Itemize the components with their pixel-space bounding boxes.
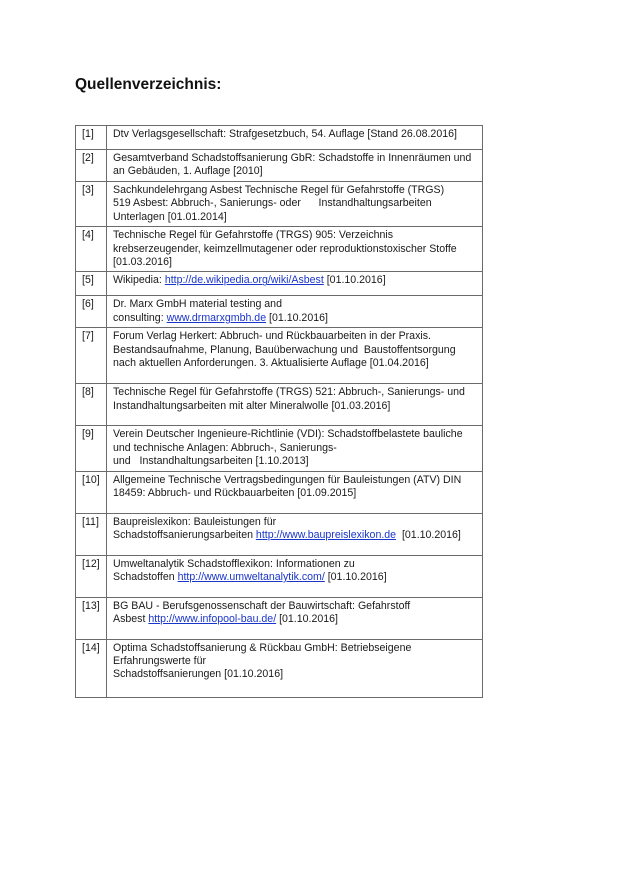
reference-number: [2] bbox=[76, 150, 107, 182]
reference-text-segment: Asbest bbox=[113, 613, 149, 626]
reference-text-segment: Dr. Marx GmbH material testing and bbox=[113, 298, 282, 311]
reference-line bbox=[113, 197, 478, 210]
reference-text-segment: 519 Asbest: Abbruch-, Sanierungs- oder Instandhaltungsarbeiten bbox=[113, 197, 432, 210]
reference-line bbox=[113, 256, 478, 269]
page-title: Quellenverzeichnis: bbox=[75, 76, 222, 93]
reference-text bbox=[107, 639, 483, 697]
reference-text-segment: krebserzeugender, keimzellmutagener oder reproduktionstoxischer Stoffe bbox=[113, 242, 457, 255]
reference-text-segment: [01.03.2016] bbox=[113, 256, 172, 269]
reference-line bbox=[113, 668, 478, 681]
reference-table bbox=[75, 125, 483, 698]
reference-number: [9] bbox=[76, 426, 107, 471]
reference-number: [7] bbox=[76, 328, 107, 384]
reference-line bbox=[113, 428, 478, 441]
reference-line bbox=[113, 184, 478, 197]
reference-row bbox=[76, 126, 483, 150]
reference-text-segment: Technische Regel für Gefahrstoffe (TRGS) 905: Verzeichnis bbox=[113, 229, 394, 242]
reference-line bbox=[113, 558, 478, 571]
reference-row bbox=[76, 328, 483, 384]
reference-row bbox=[76, 471, 483, 513]
reference-line bbox=[113, 298, 478, 311]
reference-text bbox=[107, 272, 483, 296]
reference-line bbox=[113, 128, 478, 141]
reference-line bbox=[113, 312, 478, 325]
reference-text-segment: Technische Regel für Gefahrstoffe (TRGS) 521: Abbruch-, Sanierungs- und bbox=[113, 386, 465, 399]
reference-number: [12] bbox=[76, 555, 107, 597]
reference-line bbox=[113, 165, 478, 178]
reference-text-segment: Schadstoffen bbox=[113, 571, 178, 584]
reference-text-segment: [01.10.2016] bbox=[276, 613, 338, 626]
reference-row bbox=[76, 182, 483, 227]
reference-row bbox=[76, 150, 483, 182]
reference-line bbox=[113, 474, 478, 487]
reference-text bbox=[107, 328, 483, 384]
reference-text bbox=[107, 182, 483, 227]
reference-line bbox=[113, 642, 478, 655]
reference-row bbox=[76, 296, 483, 328]
reference-link[interactable]: http://www.umweltanalytik.com/ bbox=[177, 571, 325, 584]
reference-text-segment: Schadstoffsanierungen [01.10.2016] bbox=[113, 668, 284, 681]
reference-link[interactable]: http://www.baupreislexikon.de bbox=[255, 529, 397, 542]
reference-text-segment: Dtv Verlagsgesellschaft: Strafgesetzbuch, 54. Auflage [Stand 26.08.2016] bbox=[113, 128, 457, 140]
reference-line bbox=[113, 211, 478, 224]
reference-text bbox=[107, 227, 483, 272]
reference-number: [13] bbox=[76, 597, 107, 639]
reference-text-segment: [01.10.2016] bbox=[396, 529, 461, 542]
reference-text bbox=[107, 513, 483, 555]
reference-link[interactable]: http://de.wikipedia.org/wiki/Asbest bbox=[164, 274, 324, 287]
reference-text bbox=[107, 150, 483, 182]
reference-text-segment: nach aktuellen Anforderungen. 3. Aktualisierte Auflage [01.04.2016] bbox=[113, 357, 429, 370]
reference-line bbox=[113, 357, 478, 370]
reference-row bbox=[76, 597, 483, 639]
reference-text bbox=[107, 296, 483, 328]
reference-line bbox=[113, 400, 478, 413]
reference-text-segment: Allgemeine Technische Vertragsbedingungen für Bauleistungen (ATV) DIN bbox=[113, 473, 462, 486]
reference-row bbox=[76, 513, 483, 555]
reference-line bbox=[113, 529, 478, 542]
reference-line bbox=[113, 487, 478, 500]
reference-text-segment: Gesamtverband Schadstoffsanierung GbR: Schadstoffe in Innenräumen und bbox=[113, 152, 472, 164]
reference-line bbox=[113, 600, 478, 613]
reference-line bbox=[113, 442, 478, 455]
reference-text-segment: Umweltanalytik Schadstofflexikon: Informationen zu bbox=[113, 557, 355, 570]
reference-row bbox=[76, 227, 483, 272]
reference-text bbox=[107, 126, 483, 150]
reference-number: [11] bbox=[76, 513, 107, 555]
reference-text bbox=[107, 471, 483, 513]
reference-text-segment: Verein Deutscher Ingenieure-Richtlinie (VDI): Schadstoffbelastete bauliche bbox=[113, 428, 463, 441]
reference-text-segment: Sachkundelehrgang Asbest Technische Regel für Gefahrstoffe (TRGS) bbox=[113, 184, 445, 196]
reference-line bbox=[113, 243, 478, 256]
reference-line bbox=[113, 516, 478, 529]
reference-row bbox=[76, 555, 483, 597]
reference-line bbox=[113, 655, 478, 668]
reference-number: [4] bbox=[76, 227, 107, 272]
reference-number: [5] bbox=[76, 272, 107, 296]
reference-text-segment: und Instandhaltungsarbeiten [1.10.2013] bbox=[113, 455, 309, 468]
reference-text-segment: Schadstoffsanierungsarbeiten bbox=[113, 529, 256, 542]
reference-number: [1] bbox=[76, 126, 107, 150]
reference-text-segment: 18459: Abbruch- und Rückbauarbeiten [01.09.2015] bbox=[113, 487, 357, 500]
reference-text-segment: an Gebäuden, 1. Auflage [2010] bbox=[113, 165, 263, 178]
reference-number: [14] bbox=[76, 639, 107, 697]
reference-text-segment: Optima Schadstoffsanierung & Rückbau GmbH: Betriebseigene bbox=[113, 641, 412, 654]
reference-row bbox=[76, 639, 483, 697]
reference-line bbox=[113, 613, 478, 626]
reference-number: [6] bbox=[76, 296, 107, 328]
reference-text-segment: Erfahrungswerte für bbox=[113, 655, 207, 668]
reference-line bbox=[113, 229, 478, 242]
reference-text-segment: [01.10.2016] bbox=[324, 571, 387, 584]
reference-text-segment: Forum Verlag Herkert: Abbruch- und Rückbauarbeiten in der Praxis. bbox=[113, 330, 431, 343]
reference-row bbox=[76, 384, 483, 426]
reference-line bbox=[113, 386, 478, 399]
reference-line bbox=[113, 455, 478, 468]
reference-line bbox=[113, 330, 478, 343]
reference-number: [10] bbox=[76, 471, 107, 513]
reference-text-segment: Unterlagen [01.01.2014] bbox=[113, 210, 227, 223]
reference-row bbox=[76, 426, 483, 471]
reference-line bbox=[113, 152, 478, 165]
reference-text-segment: Instandhaltungsarbeiten mit alter Mineralwolle [01.03.2016] bbox=[113, 399, 391, 412]
reference-text bbox=[107, 426, 483, 471]
reference-line bbox=[113, 571, 478, 584]
reference-text-segment: Baupreislexikon: Bauleistungen für bbox=[113, 515, 277, 528]
reference-text-segment: consulting: bbox=[113, 311, 167, 324]
reference-text-segment: [01.10.2016] bbox=[266, 311, 328, 324]
reference-line bbox=[113, 344, 478, 357]
reference-text-segment: BG BAU - Berufsgenossenschaft der Bauwirtschaft: Gefahrstoff bbox=[113, 599, 411, 612]
reference-link[interactable]: http://www.infopool-bau.de/ bbox=[148, 613, 277, 626]
reference-text bbox=[107, 597, 483, 639]
reference-number: [8] bbox=[76, 384, 107, 426]
reference-text bbox=[107, 555, 483, 597]
reference-text-segment: Bestandsaufnahme, Planung, Bauüberwachung und Baustoffentsorgung bbox=[113, 343, 456, 356]
reference-text-segment: [01.10.2016] bbox=[323, 274, 386, 287]
reference-table-body bbox=[76, 126, 483, 698]
reference-link[interactable]: www.drmarxgmbh.de bbox=[166, 311, 267, 324]
reference-text-segment: und technische Anlagen: Abbruch-, Sanierungs- bbox=[113, 441, 337, 454]
reference-line bbox=[113, 274, 478, 287]
reference-row bbox=[76, 272, 483, 296]
reference-number: [3] bbox=[76, 182, 107, 227]
reference-text-segment: Wikipedia: bbox=[113, 274, 165, 287]
reference-text bbox=[107, 384, 483, 426]
